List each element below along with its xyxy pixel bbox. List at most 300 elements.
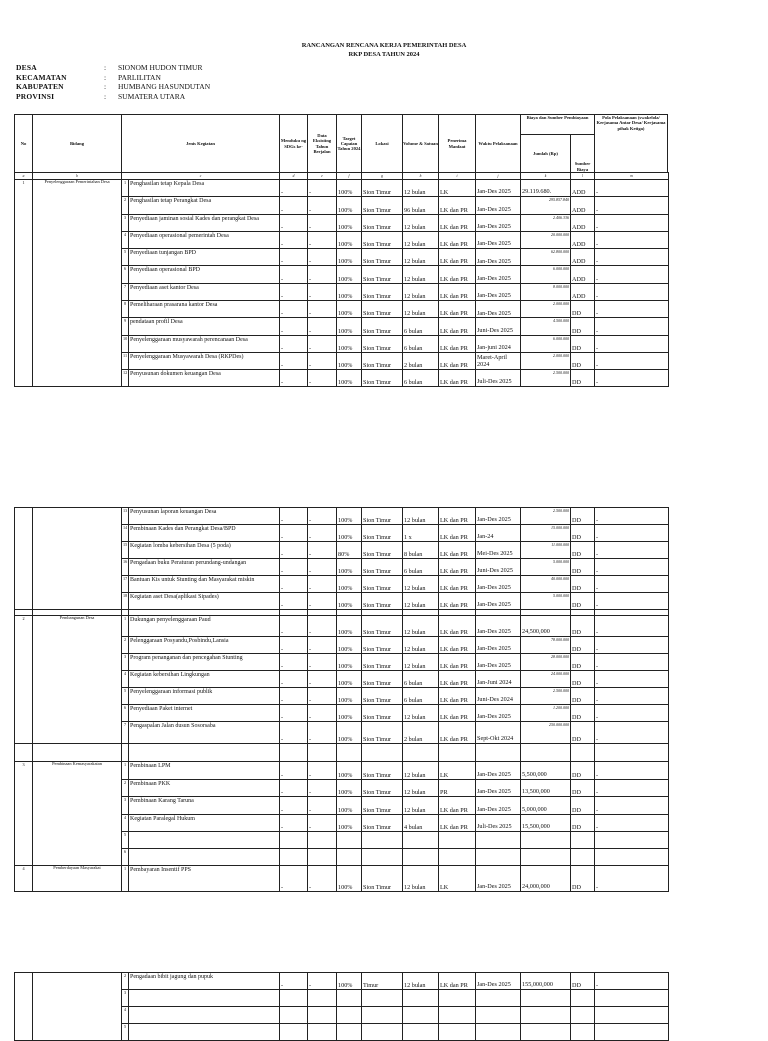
kegiatan-name: Penyusunan laporan keuangan Desa: [129, 508, 280, 525]
waktu-cell: [476, 832, 521, 849]
sumber-cell: DD: [571, 508, 595, 525]
kegiatan-name: Penyediaan Paket internet: [129, 705, 280, 722]
sumber-cell: [571, 1007, 595, 1024]
sumber-cell: DD: [571, 762, 595, 780]
volume-cell: 6 bulan: [403, 318, 439, 335]
penerima-cell: LK dan PR: [439, 266, 476, 283]
penerima-cell: [439, 1024, 476, 1041]
sumber-cell: ADD: [571, 214, 595, 231]
lokasi-cell: Sion Timur: [362, 705, 403, 722]
pola-cell: -: [595, 180, 669, 197]
column-letter: k: [521, 173, 571, 180]
kegiatan-name: Penyelenggaraan musyawarah perencanaan Desa: [129, 335, 280, 352]
table-cell: [521, 744, 571, 762]
data-eksisting-cell: -: [308, 508, 337, 525]
volume-cell: 6 bulan: [403, 559, 439, 576]
target-cell: 100%: [337, 593, 362, 610]
kegiatan-number: 2: [122, 973, 129, 990]
lokasi-cell: Sion Timur: [362, 593, 403, 610]
jumlah-cell: [521, 249, 571, 266]
kegiatan-name: [129, 990, 280, 1007]
sumber-cell: DD: [571, 301, 595, 318]
waktu-cell: [476, 849, 521, 866]
pola-cell: -: [595, 973, 669, 990]
data-eksisting-cell: -: [308, 654, 337, 671]
waktu-cell: Mei-Des 2025: [476, 542, 521, 559]
kegiatan-number: 2: [122, 637, 129, 654]
col-bidang: Bidang: [33, 115, 122, 173]
kegiatan-name: Bantuan Kis untuk Stunting dan Masyarakat miskin: [129, 576, 280, 593]
table-cell: [15, 744, 33, 762]
sumber-cell: [571, 1024, 595, 1041]
amount-value: 155,000,000: [522, 981, 553, 988]
waktu-cell: Jan-Des 2025: [476, 973, 521, 990]
waktu-cell: Jan-Des 2025: [476, 762, 521, 780]
sdgs-cell: -: [280, 722, 308, 744]
bidang-number: 3: [15, 762, 33, 866]
bidang-name: [33, 973, 122, 1041]
kegiatan-number: 5: [122, 1024, 129, 1041]
data-eksisting-cell: -: [308, 266, 337, 283]
amount-value: 28.000.000: [551, 654, 569, 659]
penerima-cell: LK dan PR: [439, 369, 476, 386]
bidang-number: [15, 973, 33, 1041]
data-eksisting-cell: -: [308, 335, 337, 352]
table-cell: [595, 744, 669, 762]
penerima-cell: PR: [439, 779, 476, 797]
data-eksisting-cell: [308, 849, 337, 866]
kegiatan-number: 4: [122, 231, 129, 248]
col-biaya: Biaya dan Sumber Pembiayaan: [521, 115, 595, 135]
amount-value: 295.857.840: [549, 197, 570, 203]
lokasi-cell: Sion Timur: [362, 559, 403, 576]
data-eksisting-cell: -: [308, 688, 337, 705]
sdgs-cell: -: [280, 283, 308, 300]
penerima-cell: LK dan PR: [439, 214, 476, 231]
amount-value: 6.000.000: [553, 335, 570, 341]
column-letter: a: [15, 173, 33, 180]
kegiatan-number: 2: [122, 779, 129, 797]
pola-cell: -: [595, 637, 669, 654]
amount-value: 2.500.000: [553, 369, 570, 375]
data-eksisting-cell: -: [308, 762, 337, 780]
data-eksisting-cell: [308, 832, 337, 849]
target-cell: 100%: [337, 637, 362, 654]
target-cell: 80%: [337, 542, 362, 559]
volume-cell: 96 bulan: [403, 197, 439, 214]
amount-value: 2.000.000: [553, 352, 570, 358]
amount-value: 2.500.000: [553, 508, 569, 513]
sdgs-cell: -: [280, 654, 308, 671]
sdgs-cell: -: [280, 705, 308, 722]
volume-cell: 12 bulan: [403, 283, 439, 300]
target-cell: 100%: [337, 762, 362, 780]
col-volume: Volume & Satuan: [403, 115, 439, 173]
penerima-cell: LK dan PR: [439, 335, 476, 352]
jumlah-cell: [521, 849, 571, 866]
sdgs-cell: -: [280, 797, 308, 815]
jumlah-cell: [521, 318, 571, 335]
data-eksisting-cell: -: [308, 797, 337, 815]
jumlah-cell: [521, 301, 571, 318]
jumlah-cell: [521, 654, 571, 671]
jumlah-cell: [521, 797, 571, 815]
jumlah-cell: [521, 542, 571, 559]
col-jenis: Jenis Kegiatan: [122, 115, 280, 173]
lokasi-cell: Sion Timur: [362, 301, 403, 318]
sdgs-cell: -: [280, 973, 308, 990]
volume-cell: 12 bulan: [403, 762, 439, 780]
sdgs-cell: [280, 832, 308, 849]
sumber-cell: ADD: [571, 249, 595, 266]
waktu-cell: [476, 1007, 521, 1024]
penerima-cell: LK dan PR: [439, 576, 476, 593]
table-cell: [308, 744, 337, 762]
column-letter: m: [595, 173, 669, 180]
sumber-cell: ADD: [571, 180, 595, 197]
data-eksisting-cell: -: [308, 616, 337, 637]
pola-cell: -: [595, 249, 669, 266]
col-penerima: Penerima Manfaat: [439, 115, 476, 173]
jumlah-cell: [521, 779, 571, 797]
volume-cell: 12 bulan: [403, 866, 439, 892]
sdgs-cell: [280, 1007, 308, 1024]
data-eksisting-cell: -: [308, 593, 337, 610]
sumber-cell: ADD: [571, 231, 595, 248]
kegiatan-name: [129, 849, 280, 866]
volume-cell: [403, 832, 439, 849]
data-eksisting-cell: -: [308, 369, 337, 386]
sumber-cell: DD: [571, 671, 595, 688]
sdgs-cell: -: [280, 508, 308, 525]
target-cell: 100%: [337, 180, 362, 197]
penerima-cell: LK: [439, 866, 476, 892]
waktu-cell: Jan-Juni 2024: [476, 671, 521, 688]
column-letter: c: [122, 173, 280, 180]
pola-cell: -: [595, 197, 669, 214]
sumber-cell: DD: [571, 866, 595, 892]
pola-cell: [595, 990, 669, 1007]
kegiatan-name: Dukungan penyelenggaraan Paud: [129, 616, 280, 637]
kegiatan-number: 18: [122, 593, 129, 610]
jumlah-cell: [521, 283, 571, 300]
column-letter-row: [15, 173, 669, 180]
amount-value: 1.200.000: [553, 705, 569, 710]
amount-value: 2.500.000: [553, 688, 569, 693]
target-cell: 100%: [337, 283, 362, 300]
data-eksisting-cell: -: [308, 973, 337, 990]
lokasi-cell: Sion Timur: [362, 266, 403, 283]
amount-value: 2.000.000: [553, 301, 570, 307]
jumlah-cell: [521, 990, 571, 1007]
kegiatan-number: 6: [122, 705, 129, 722]
pola-cell: -: [595, 688, 669, 705]
sumber-cell: DD: [571, 559, 595, 576]
sdgs-cell: -: [280, 637, 308, 654]
sumber-cell: DD: [571, 576, 595, 593]
document-title: RANCANGAN RENCANA KERJA PEMERINTAH DESA: [301, 42, 467, 49]
kegiatan-name: Penyelenggaraan informasi publik: [129, 688, 280, 705]
sumber-cell: DD: [571, 616, 595, 637]
kegiatan-name: pendataan profil Desa: [129, 318, 280, 335]
penerima-cell: LK dan PR: [439, 654, 476, 671]
kegiatan-name: Pemeliharaan prasarana kantor Desa: [129, 301, 280, 318]
volume-cell: 12 bulan: [403, 797, 439, 815]
sdgs-cell: -: [280, 593, 308, 610]
pola-cell: -: [595, 369, 669, 386]
kegiatan-number: 12: [122, 369, 129, 386]
sumber-cell: [571, 832, 595, 849]
kegiatan-name: Penyediaan tunjangan BPD: [129, 249, 280, 266]
data-eksisting-cell: -: [308, 231, 337, 248]
penerima-cell: LK dan PR: [439, 559, 476, 576]
meta-value: SIONOM HUDON TIMUR: [118, 63, 203, 73]
column-letter: i: [439, 173, 476, 180]
jumlah-cell: [521, 369, 571, 386]
kegiatan-name: Pembinaan Kades dan Perangkat Desa/BPD: [129, 525, 280, 542]
bidang-number: 4: [15, 866, 33, 892]
sumber-cell: DD: [571, 335, 595, 352]
table-cell: [362, 744, 403, 762]
lokasi-cell: Sion Timur: [362, 866, 403, 892]
pola-cell: -: [595, 214, 669, 231]
jumlah-cell: [521, 832, 571, 849]
volume-cell: 6 bulan: [403, 369, 439, 386]
jumlah-cell: [521, 671, 571, 688]
penerima-cell: LK dan PR: [439, 301, 476, 318]
kegiatan-name: Kegiatan Paralegal Hukum: [129, 814, 280, 832]
pola-cell: -: [595, 576, 669, 593]
waktu-cell: Jan-Des 2025: [476, 231, 521, 248]
penerima-cell: [439, 832, 476, 849]
waktu-cell: Jan-24: [476, 525, 521, 542]
data-eksisting-cell: -: [308, 671, 337, 688]
data-eksisting-cell: [308, 1007, 337, 1024]
data-eksisting-cell: -: [308, 722, 337, 744]
volume-cell: 12 bulan: [403, 637, 439, 654]
jumlah-cell: [521, 352, 571, 369]
amount-value: 62.800.000: [551, 249, 570, 255]
sumber-cell: ADD: [571, 283, 595, 300]
volume-cell: [403, 849, 439, 866]
waktu-cell: Jan-Des 2025: [476, 180, 521, 197]
penerima-cell: LK dan PR: [439, 616, 476, 637]
amount-value: 5,000,000: [522, 805, 547, 813]
penerima-cell: LK dan PR: [439, 814, 476, 832]
kegiatan-number: 3: [122, 654, 129, 671]
kegiatan-number: 3: [122, 990, 129, 1007]
target-cell: 100%: [337, 352, 362, 369]
waktu-cell: Jan-Des 2025: [476, 637, 521, 654]
penerima-cell: LK: [439, 180, 476, 197]
data-eksisting-cell: -: [308, 525, 337, 542]
jumlah-cell: [521, 197, 571, 214]
jumlah-cell: [521, 1007, 571, 1024]
lokasi-cell: Sion Timur: [362, 576, 403, 593]
lokasi-cell: Sion Timur: [362, 542, 403, 559]
penerima-cell: LK dan PR: [439, 197, 476, 214]
pola-cell: -: [595, 335, 669, 352]
sdgs-cell: -: [280, 671, 308, 688]
meta-row-desa: DESA : SIONOM HUDON TIMUR: [16, 63, 203, 73]
penerima-cell: LK dan PR: [439, 722, 476, 744]
table-cell: [571, 744, 595, 762]
kegiatan-number: 4: [122, 1007, 129, 1024]
waktu-cell: Jan-Des 2025: [476, 266, 521, 283]
section4-table: [14, 972, 669, 1041]
lokasi-cell: Sion Timur: [362, 814, 403, 832]
col-lokasi: Lokasi: [362, 115, 403, 173]
sdgs-cell: -: [280, 352, 308, 369]
lokasi-cell: Sion Timur: [362, 231, 403, 248]
amount-value: 24,500,000: [522, 628, 550, 635]
pola-column: [594, 114, 668, 173]
pola-cell: -: [595, 318, 669, 335]
kegiatan-name: Penyediaan jaminan sosial Kades dan perangkat Desa: [129, 214, 280, 231]
waktu-cell: Juni-Des 2025: [476, 559, 521, 576]
target-cell: 100%: [337, 301, 362, 318]
target-cell: 100%: [337, 576, 362, 593]
sdgs-cell: -: [280, 369, 308, 386]
sdgs-cell: -: [280, 576, 308, 593]
lokasi-cell: Sion Timur: [362, 369, 403, 386]
jumlah-cell: [521, 525, 571, 542]
meta-label: KABUPATEN: [16, 82, 64, 92]
data-eksisting-cell: -: [308, 814, 337, 832]
jumlah-cell: [521, 814, 571, 832]
jumlah-cell: [521, 722, 571, 744]
column-letter: j: [476, 173, 521, 180]
amount-value: 15.000.000: [551, 525, 569, 530]
penerima-cell: LK dan PR: [439, 593, 476, 610]
sdgs-cell: -: [280, 197, 308, 214]
kegiatan-number: 2: [122, 197, 129, 214]
lokasi-cell: Sion Timur: [362, 508, 403, 525]
volume-cell: 12 bulan: [403, 231, 439, 248]
col-no: No: [15, 115, 33, 173]
table-cell: [122, 744, 129, 762]
volume-cell: 12 bulan: [403, 180, 439, 197]
data-eksisting-cell: -: [308, 318, 337, 335]
sumber-cell: ADD: [571, 197, 595, 214]
kegiatan-number: 13: [122, 508, 129, 525]
jumlah-cell: [521, 973, 571, 990]
waktu-cell: Jan-Des 2025: [476, 214, 521, 231]
waktu-cell: Jan-Des 2025: [476, 301, 521, 318]
amount-value: 15,500,000: [522, 823, 550, 830]
kegiatan-number: 16: [122, 559, 129, 576]
amount-value: 40.000.000: [551, 576, 569, 581]
jumlah-cell: [521, 559, 571, 576]
jumlah-cell: [521, 866, 571, 892]
pola-cell: -: [595, 231, 669, 248]
target-cell: 100%: [337, 705, 362, 722]
kegiatan-number: 11: [122, 352, 129, 369]
kegiatan-number: 1: [122, 616, 129, 637]
amount-value: 250.000.000: [549, 722, 569, 727]
kegiatan-name: Kegiatan kebersihan Lingkungan: [129, 671, 280, 688]
target-cell: 100%: [337, 654, 362, 671]
kegiatan-name: Penghasilan tetap Kepala Desa: [129, 180, 280, 197]
target-cell: 100%: [337, 814, 362, 832]
volume-cell: 8 bulan: [403, 542, 439, 559]
pola-cell: -: [595, 616, 669, 637]
sdgs-cell: -: [280, 525, 308, 542]
jumlah-cell: [521, 637, 571, 654]
jumlah-cell: [521, 616, 571, 637]
target-cell: [337, 1024, 362, 1041]
pola-cell: -: [595, 508, 669, 525]
sumber-cell: DD: [571, 814, 595, 832]
lokasi-cell: Sion Timur: [362, 762, 403, 780]
amount-value: 78.000.000: [551, 637, 569, 642]
volume-cell: 2 bulan: [403, 722, 439, 744]
waktu-cell: Jan-Des 2025: [476, 616, 521, 637]
volume-cell: 12 bulan: [403, 301, 439, 318]
kegiatan-name: [129, 1024, 280, 1041]
penerima-cell: LK: [439, 762, 476, 780]
kegiatan-number: 7: [122, 283, 129, 300]
sdgs-cell: -: [280, 814, 308, 832]
target-cell: 100%: [337, 559, 362, 576]
lokasi-cell: Sion Timur: [362, 335, 403, 352]
kegiatan-number: 1: [122, 180, 129, 197]
jumlah-cell: [521, 214, 571, 231]
column-letter: h: [403, 173, 439, 180]
jumlah-cell: [521, 1024, 571, 1041]
amount-value: 13,500,000: [522, 788, 550, 795]
jumlah-cell: [521, 762, 571, 780]
sdgs-cell: [280, 1024, 308, 1041]
target-cell: 100%: [337, 231, 362, 248]
sdgs-cell: -: [280, 214, 308, 231]
rkp-table: [14, 114, 595, 173]
kegiatan-name: Pembinaan PKK: [129, 779, 280, 797]
lokasi-cell: Sion Timur: [362, 797, 403, 815]
amount-value: 8.000.000: [553, 283, 570, 289]
waktu-cell: Jan-Des 2025: [476, 866, 521, 892]
data-eksisting-cell: -: [308, 214, 337, 231]
volume-cell: 12 bulan: [403, 779, 439, 797]
penerima-cell: LK dan PR: [439, 671, 476, 688]
table-cell: [129, 744, 280, 762]
waktu-cell: [476, 1024, 521, 1041]
sdgs-cell: -: [280, 318, 308, 335]
pola-cell: -: [595, 814, 669, 832]
penerima-cell: LK dan PR: [439, 542, 476, 559]
penerima-cell: LK dan PR: [439, 508, 476, 525]
table-row: [15, 973, 669, 990]
volume-cell: 12 bulan: [403, 616, 439, 637]
kegiatan-number: 5: [122, 832, 129, 849]
sumber-cell: DD: [571, 688, 595, 705]
target-cell: 100%: [337, 508, 362, 525]
pola-cell: -: [595, 654, 669, 671]
data-eksisting-cell: -: [308, 779, 337, 797]
pola-cell: [595, 849, 669, 866]
amount-value: 6.000.000: [553, 266, 570, 272]
column-letter: l: [571, 173, 595, 180]
amount-value: 24.000.000: [551, 671, 569, 676]
kegiatan-name: Pengadaan bibit jagung dan pupuk: [129, 973, 280, 990]
meta-label: DESA: [16, 63, 37, 73]
target-cell: 100%: [337, 866, 362, 892]
pola-cell: -: [595, 797, 669, 815]
waktu-cell: Jan-Des 2025: [476, 705, 521, 722]
kegiatan-name: Program penanganan dan pencegahan Stunting: [129, 654, 280, 671]
sumber-cell: DD: [571, 637, 595, 654]
waktu-cell: [476, 990, 521, 1007]
